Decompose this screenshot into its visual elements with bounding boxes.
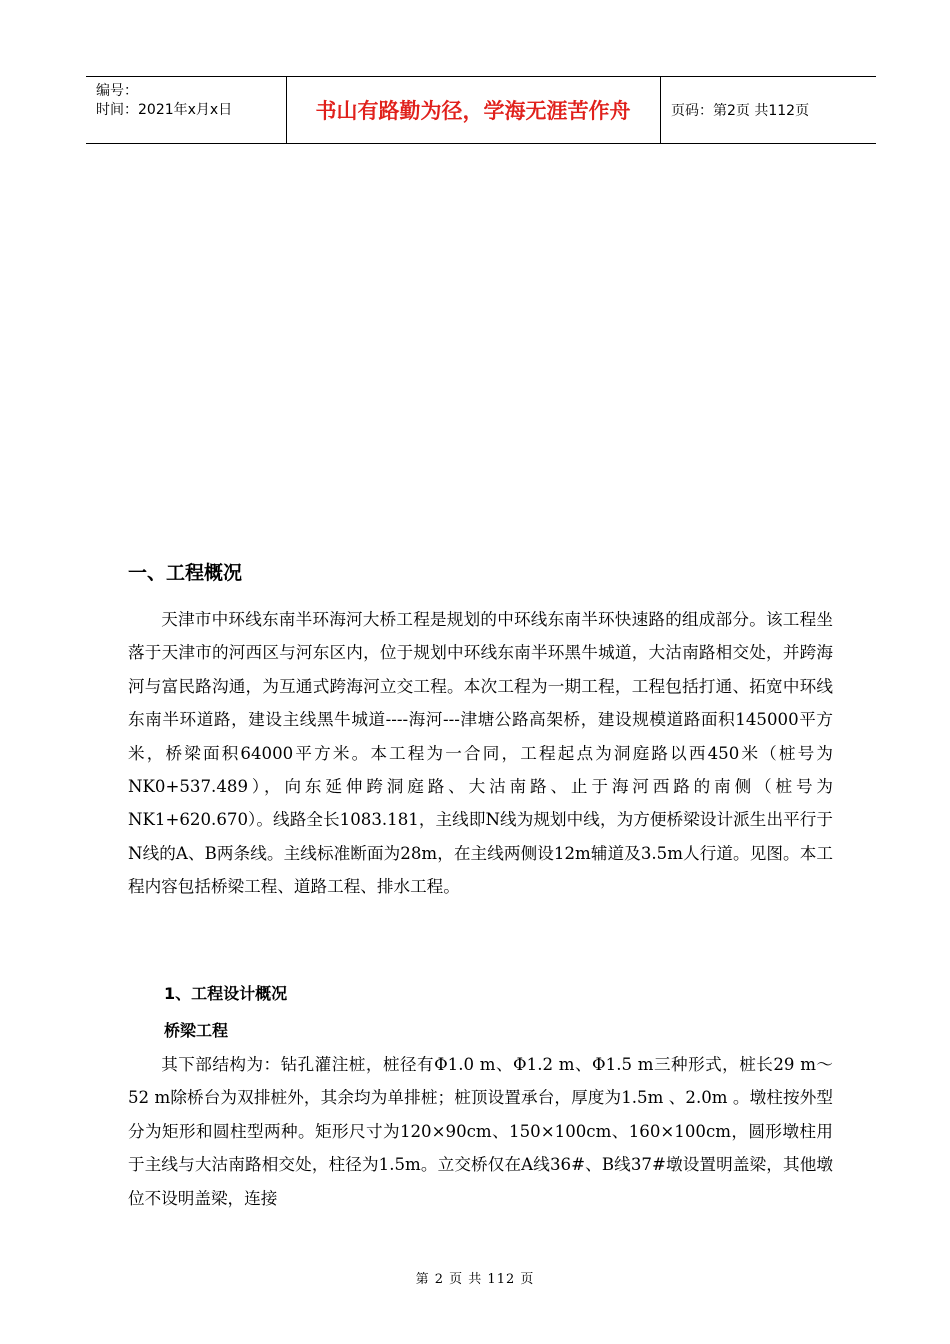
number-label: 编号： [96,83,138,99]
header-motto: 书山有路勤为径，学海无涯苦作舟 [315,99,631,123]
substructure-paragraph: 其下部结构为：钻孔灌注桩，桩径有Φ1.0 m、Φ1.2 m、Φ1.5 m三种形式，桩长29 m～52 m除桥台为双排桩外，其余均为单排桩；桩顶设置承台，厚度为1.5m 、2.0m 。墩柱按外型分为矩形和圆柱型两种。矩形尺寸为120×90cm、150×100cm、160×100cm，圆形墩柱用于主线与大沽南路相交处，柱径为1.5m。立交桥仅在A线36#、B线37#墩设置明盖梁，其他墩位不设明盖梁，连接 [128,1055,833,1208]
header-page-info: 页码：第2页 共112页 [671,103,810,119]
document-header [86,76,876,144]
page-footer: 第 2 页 共 112 页 [415,1272,535,1287]
section-heading: 一、工程概况 [128,562,243,584]
intro-paragraph: 天津市中环线东南半环海河大桥工程是规划的中环线东南半环快速路的组成部分。该工程坐落于天津市的河西区与河东区内，位于规划中环线东南半环黑牛城道，大沽南路相交处，并跨海河与富民路沟通，为互通式跨海河立交工程。本次工程为一期工程，工程包括打通、拓宽中环线东南半环道路，建设主线黑牛城道----海河---津塘公路高架桥，建设规模道路面积145000平方米，桥梁面积64000平方米。本工程为一合同，工程起点为洞庭路以西450米（桩号为NK0+537.489），向东延伸跨洞庭路、大沽南路、止于海河西路的南侧（桩号为NK1+620.670）。线路全长1083.181，主线即N线为规划中线，为方便桥梁设计派生出平行于N线的A、B两条线。主线标准断面为28m，在主线两侧设12m辅道及3.5m人行道。见图。本工程内容包括桥梁工程、道路工程、排水工程。 [128,610,833,897]
time-label: 时间：2021年x月x日 [96,102,233,118]
header-meta [86,77,286,143]
subheading-bridge-works: 桥梁工程 [164,1021,229,1040]
subheading-design-overview: 1、工程设计概况 [164,984,288,1003]
